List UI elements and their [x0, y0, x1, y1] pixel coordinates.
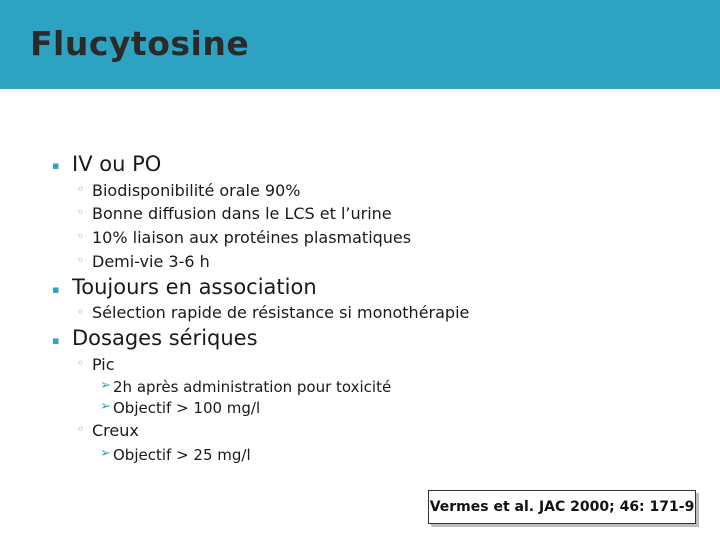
- reference-box: Vermes et al. JAC 2000; 46: 171-9: [428, 490, 696, 524]
- bullet-square-icon: ▪: [52, 334, 60, 347]
- sub-sub-bullet-icon: ➢: [100, 378, 111, 393]
- bullet-3-sub-2-item-1: Objectif > 25 mg/l: [113, 446, 251, 464]
- sub-sub-bullet-icon: ➢: [100, 399, 111, 414]
- sub-bullet-circle-icon: ◦: [77, 229, 85, 243]
- bullet-3-sub-2: Creux: [92, 421, 139, 440]
- bullet-3-sub-1: Pic: [92, 355, 115, 374]
- sub-bullet-circle-icon: ◦: [77, 253, 85, 267]
- sub-sub-bullet-icon: ➢: [100, 446, 111, 461]
- bullet-square-icon: ▪: [52, 159, 60, 172]
- bullet-3: Dosages sériques: [72, 326, 258, 350]
- bullet-1-sub-1: Biodisponibilité orale 90%: [92, 181, 301, 200]
- sub-bullet-circle-icon: ◦: [77, 305, 85, 319]
- bullet-2-sub-1: Sélection rapide de résistance si monothérapie: [92, 303, 470, 322]
- bullet-2: Toujours en association: [72, 275, 317, 299]
- sub-bullet-circle-icon: ◦: [77, 205, 85, 219]
- bullet-1-sub-2: Bonne diffusion dans le LCS et l’urine: [92, 204, 392, 223]
- sub-bullet-circle-icon: ◦: [77, 356, 85, 370]
- bullet-square-icon: ▪: [52, 283, 60, 296]
- slide-title: Flucytosine: [30, 24, 250, 63]
- sub-bullet-circle-icon: ◦: [77, 422, 85, 436]
- bullet-1-sub-4: Demi-vie 3-6 h: [92, 252, 210, 271]
- bullet-1-sub-3: 10% liaison aux protéines plasmatiques: [92, 228, 412, 247]
- bullet-3-sub-1-item-1: 2h après administration pour toxicité: [113, 378, 392, 396]
- bullet-1: IV ou PO: [72, 152, 162, 176]
- sub-bullet-circle-icon: ◦: [77, 182, 85, 196]
- bullet-3-sub-1-item-2: Objectif > 100 mg/l: [113, 399, 261, 417]
